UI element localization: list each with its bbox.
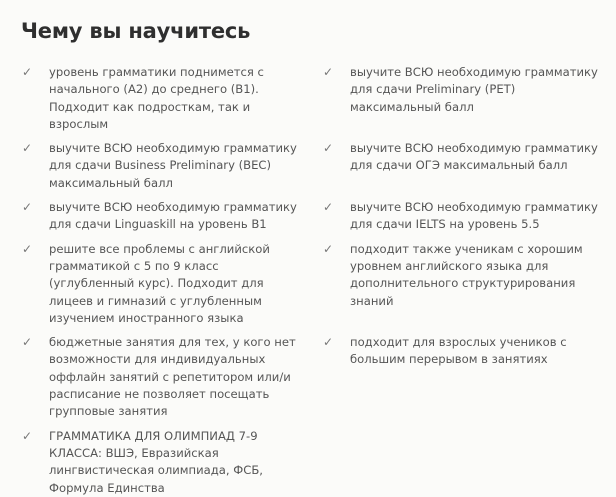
check-icon: ✓	[22, 65, 33, 79]
check-icon: ✓	[22, 141, 33, 156]
list-item	[22, 334, 323, 420]
list-item-text: подходит также ученикам с хорошим уровнем английского языка для дополнительного структурирования знаний	[350, 241, 583, 308]
list-item-text: бюджетные занятия для тех, у кого нет возможности для индивидуальных оффлайн занятий с репетитором или/и расписание не позволяет посещать групповые занятия	[49, 335, 296, 419]
check-icon: ✓	[22, 241, 33, 256]
learning-outcomes-list	[22, 64, 602, 497]
list-item	[22, 199, 323, 234]
list-item	[323, 199, 602, 234]
list-item	[22, 428, 323, 497]
check-icon: ✓	[323, 241, 334, 256]
list-item-text: подходит для взрослых учеников с большим перерывом в занятиях	[350, 335, 567, 367]
list-item	[323, 334, 602, 420]
list-item-text: выучите ВСЮ необходимую грамматику для сдачи ОГЭ максимальный балл	[350, 141, 598, 173]
check-icon: ✓	[22, 200, 33, 215]
list-item-text: выучите ВСЮ необходимую грамматику для сдачи Business Preliminary (BEC) максимальный балл	[49, 141, 297, 190]
list-item	[323, 64, 602, 133]
list-item-text: ГРАММАТИКА ДЛЯ ОЛИМПИАД 7-9 КЛАССА: ВШЭ, Евразийская лингвистическая олимпиада, ФСБ, Формула Единства	[49, 428, 263, 495]
list-item-text: уровень грамматики поднимется с начального (A2) до среднего (B1). Подходит как подросткам, так и взрослым	[49, 65, 264, 131]
section-title: Чему вы научитесь	[21, 19, 251, 43]
list-item	[22, 64, 323, 133]
list-item	[22, 241, 323, 327]
list-item-text: выучите ВСЮ необходимую грамматику для сдачи IELTS на уровень 5.5	[350, 200, 598, 232]
check-icon: ✓	[323, 141, 334, 156]
check-icon: ✓	[323, 200, 334, 215]
list-item-text: выучите ВСЮ необходимую грамматику для сдачи Linguaskill на уровень B1	[49, 200, 297, 232]
list-item-text: решите все проблемы с английской грамматикой с 5 по 9 класс (углубленный курс). Подходит для лицеев и гимназий с углубленным изучением иностранного языка	[49, 241, 270, 325]
list-item	[323, 241, 602, 327]
list-item	[22, 140, 323, 192]
list-item-text: выучите ВСЮ необходимую грамматику для сдачи Preliminary (PET) максимальный балл	[350, 65, 598, 114]
check-icon: ✓	[323, 65, 334, 79]
check-icon: ✓	[323, 335, 334, 350]
check-icon: ✓	[22, 428, 33, 443]
list-item	[323, 140, 602, 192]
check-icon: ✓	[22, 335, 33, 350]
